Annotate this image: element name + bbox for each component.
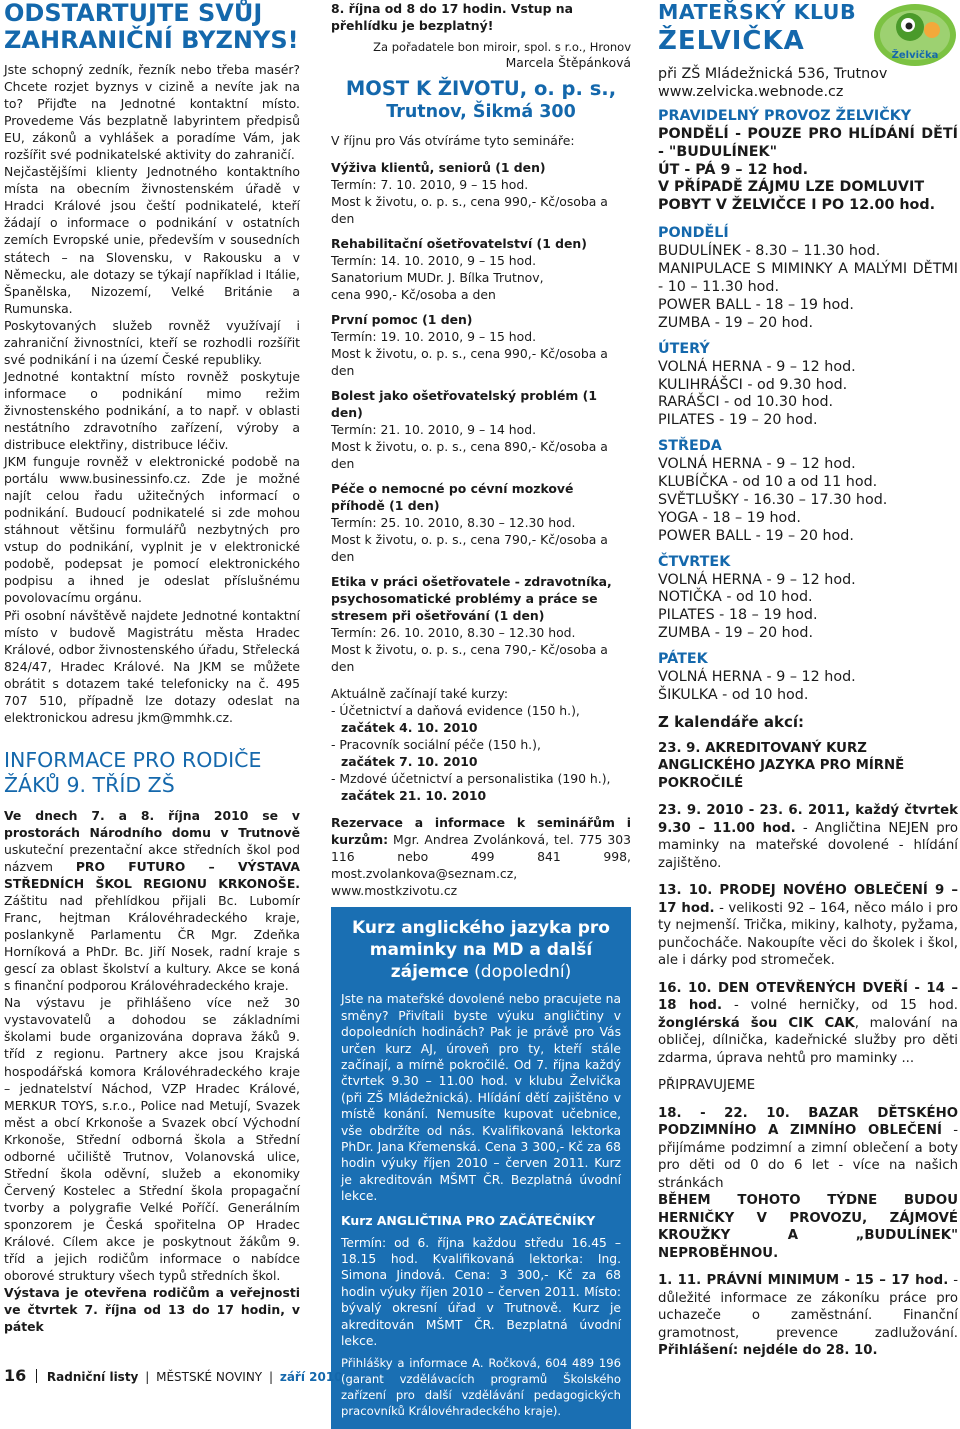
day-heading: ÚTERÝ: [658, 340, 710, 357]
lead-paragraph: [4, 807, 300, 995]
english-course-title: [341, 917, 621, 983]
lead-event-name: PRO FUTURO – VÝSTAVA STŘEDNÍCH ŠKOL REGIONU KRKONOŠE.: [4, 858, 301, 892]
english-course-title-note: (dopolední): [468, 962, 572, 983]
column-business: [4, 0, 300, 1335]
event-english-weekly: [658, 802, 958, 872]
seminar-term: Termín: 7. 10. 2010, 9 – 15 hod.: [331, 177, 529, 193]
course-contact: Přihlášky a informace A. Ročková, 604 489 196 (garant vzdělávacích programů Školského zařízení pro další vzdělávání pedagogických pracovníků Královéhradeckého kraje).: [341, 1356, 621, 1419]
paper-name: Radniční listy: [46, 1370, 139, 1384]
event-text: - důležité informace ze zákoníku práce pro uchazeče o zaměstnání. Finanční gramotnost, prevence zadlužování.: [658, 1273, 958, 1341]
seminar-item: [331, 573, 631, 675]
paragraph: Na výstavu je přihlášeno více než 30 vystavovatelů a dohodou se základními školami bude organizována doprava žáků 9. tříd z regionu. Partnery akce jsou Krajská hospodářská komora Královéhradeckého kraje – jednatelství Náchod, VZP Hradec Králové, MERKUR TOYS, s.r.o., Police nad Metují, Svazek měst a obcí Krkonoše a Svazek obcí Východní Krkonoše, Střední odborná škola a Střední odborné učiliště Trutnov, Volanovská ulice, Střední škola oděvní, služeb a ekonomiky Červený Kostelec a Střední škola propagační tvorby a polygrafie Velké Poříčí. Generálním sponzorem je Česká spořitelna OP Hradec Králové. Cílem akce je poskytnout žákům 9. tříd a jejich rodičům informace o nabídce oborové struktury všech typů středních škol.: [4, 995, 300, 1284]
seminar-intro: V říjnu pro Vás otvíráme tyto semináře:: [331, 133, 575, 149]
courses-heading: Aktuálně začínají také kurzy:: [331, 686, 509, 702]
reservation-info: [331, 814, 631, 899]
activity: BUDULÍNEK - 8.30 – 11.30 hod.: [658, 243, 881, 260]
article-title-business: ODSTARTUJTE SVŮJ ZAHRANIČNÍ BYZNYS!: [4, 0, 299, 54]
event-clothes-sale: [658, 882, 958, 970]
regular-hours-heading: PRAVIDELNÝ PROVOZ ŽELVIČKY: [658, 107, 912, 124]
seminar-item: [331, 159, 631, 227]
seminar-name: Péče o nemocné po cévní mozkové příhodě (1 den): [331, 481, 574, 514]
activity: SVĚTLUŠKY - 16.30 – 17.30 hod.: [658, 491, 888, 508]
course-name: - Pracovník sociální péče (150 h.),: [331, 737, 541, 753]
event-legal-minimum: [658, 1272, 958, 1360]
org-title: MOST K ŽIVOTU, o. p. s.,: [345, 77, 617, 101]
club-address: při ZŠ Mládežnická 536, Trutnov: [658, 66, 888, 82]
event-date: 1. 11. PRÁVNÍ MINIMUM - 15 – 17 hod.: [658, 1273, 949, 1289]
seminar-item: [331, 235, 631, 303]
activity: PILATES - 18 – 19 hod.: [658, 607, 818, 624]
day-heading: PONDĚLÍ: [658, 225, 729, 242]
page-number: 16: [4, 1366, 27, 1385]
reservation-contact: Mgr. Andrea Zvolánková, tel. 775 303 116 nebo 499 841 998, most.zvolankova@seznam.cz, www.mostkzivotu.cz: [331, 832, 631, 899]
column-seminars: [331, 0, 631, 1429]
seminar-place: Most k životu, o. p. s., cena 790,- Kč/osoba a den: [331, 532, 608, 565]
event-text: - Angličtina NEJEN pro maminky na mateřské dovolené - hlídání zajištěno.: [658, 820, 958, 871]
activity: VOLNÁ HERNA - 9 – 12 hod.: [658, 571, 856, 588]
seminar-place: Most k životu, o. p. s., cena 890,- Kč/osoba a den: [331, 439, 608, 472]
activity: KLUBÍČKA - od 10 a od 11 hod.: [658, 474, 878, 491]
lead-text: uskuteční prezentační akce středních škol pod názvem: [4, 841, 300, 874]
event-date: 18. - 22. 10. BAZAR DĚTSKÉHO PODZIMNÍHO A ZIMNÍHO OBLEČENÍ: [658, 1105, 958, 1139]
event-date: 16. 10. DEN OTEVŘENÝCH DVEŘÍ - 14 – 18 hod.: [658, 980, 958, 1014]
activity: VOLNÁ HERNA - 9 – 12 hod.: [658, 358, 856, 375]
paragraph: Při osobní návštěvě najdete Jednotné kontaktní místo v budově Magistrátu města Hradec Králové, odbor živnostenského úřadu, Střelecká 824/47, Hradec Králové. Na JKM se můžete obrátit s dotazem také telefonicky na č. 495 707 510, případně lze dotazy odeslat na elektronickou adresu jkm@mmhk.cz.: [4, 607, 301, 725]
intro-paragraph: Jste schopný zedník, řezník nebo třeba masér? Chcete rozjet byznys v cizině a nevíte jak na to? Přijďte na Jednotné kontaktní místo. Provedeme Vás bezplatně labyrintem předpisů EU, zákonů a vyhlášek a poradíme Vám, jak rozšířit své podnikatelské aktivity do zahraničí.: [4, 62, 300, 163]
paragraph: JKM funguje rovněž v elektronické podobě na portálu www.businessinfo.cz. Zde je možné najít celou řadu užitečných informací o podnikání. Budoucí podnikatelé si zde mohou stáhnout většinu formulářů nezbytných pro vstup do podnikání, vyplnit je v elektronické podobě, podepsat je pomocí elektronického podpisu a ihned je odeslat příslušnému povolovacímu orgánu.: [4, 454, 300, 606]
activity: MANIPULACE S MIMINKY A MALÝMI DĚTMI - 10 – 11.30 hod.: [658, 261, 958, 295]
lead-end: Záštitu nad přehlídkou přijali Bc. Lubomír Franc, hejtman Královéhradeckého kraje, poslankyně Parlamentu ČR Mgr. Zdeňka Horníková a PhDr. Bc. Jiří Nosek, radní kraje s gescí za oblast školství a kultury. Akce se koná s finanční podporou Královéhradeckého kraje.: [4, 893, 300, 994]
column-club: [658, 0, 958, 1360]
english-course-text: Jste na mateřské dovolené nebo pracujete na směny? Přivítali byste výuku angličtiny v dopoledních hodinách? Pak je právě pro Vás určen kurz AJ, úroveň pro ty, kteří stále začínají, a mírně pokročilé. Od 7. října každý čtvrtek 9.30 – 11.00 hod. v klubu Želvička (při ZŠ Mládežnická). Hlídání dětí zajištěno v místě konání. Nemusíte kupovat učebnice, vše obdržíte od nás. Kvalifikovaná lektorka PhDr. Jana Křemenská. Cena 3 300,- Kč za 68 hodin výuky říjen 2010 – červen 2011. Kurz je akreditován MŠMT ČR. Bezplatná úvodní lekce.: [341, 992, 621, 1204]
event-date: 23. 9. 2010 - 23. 6. 2011, každý čtvrtek 9.30 – 11.00 hod.: [658, 803, 958, 836]
signature-org: Za pořadatele bon miroir, spol. s r.o., Hronov: [373, 40, 631, 55]
issue-date: září 2010: [279, 1370, 343, 1384]
event-english-course: 23. 9. AKREDITOVANÝ KURZ ANGLICKÉHO JAZYKA PRO MÍRNĚ POKROČILÉ: [658, 740, 905, 791]
regular-hours-weekday: ÚT - PÁ 9 – 12 hod.: [658, 161, 809, 178]
logo-text: Želvička: [891, 50, 939, 61]
activity: ZUMBA - 19 – 20 hod.: [658, 314, 814, 331]
continued-text: 8. října od 8 do 17 hodin. Vstup na přehlídku je bezplatný!: [331, 1, 573, 34]
event-highlight: žonglérská šou CIK CAK: [658, 1015, 855, 1031]
activity: PILATES - 19 – 20 hod.: [658, 412, 818, 429]
paragraph: Poskytovaných služeb rovněž využívají i zahraniční živnostníci, kteří se rozhodli rozšířit své podnikání i na území České republiky.: [4, 317, 300, 367]
activity: KULIHRÁŠCI - od 9.30 hod.: [658, 376, 848, 393]
turtle-logo-icon: [872, 2, 958, 68]
seminar-price: cena 990,- Kč/osoba a den: [331, 287, 496, 303]
event-notice: BĚHEM TOHOTO TÝDNE BUDOU HERNIČKY V PROVOZU, ZÁJMOVÉ KROUŽKY A „BUDULÍNEK" NEPROBĚHNOU.: [658, 1193, 958, 1261]
activity: VOLNÁ HERNA - 9 – 12 hod.: [658, 669, 856, 686]
english-course-box: [331, 907, 631, 1429]
seminar-item: [331, 387, 631, 472]
activity: ŠIKULKA - od 10 hod.: [658, 687, 809, 703]
seminar-term: Termín: 25. 10. 2010, 8.30 – 12.30 hod.: [331, 515, 576, 531]
seminar-item: [331, 311, 631, 379]
activity: YOGA - 18 – 19 hod.: [658, 509, 801, 526]
english-course-title-bold: Kurz anglického jazyka pro maminky na MD a další zájemce: [352, 918, 610, 983]
seminar-term: Termín: 21. 10. 2010, 9 – 14 hod.: [331, 422, 537, 438]
lead-bold: Ve dnech 7. a 8. října 2010 se v prostorách Národního domu v Trutnově: [4, 807, 300, 840]
course-name: - Účetnictví a daňová evidence (150 h.),: [331, 703, 580, 719]
schedule-day-wednesday: [658, 438, 958, 545]
paragraph: Jednotné kontaktní místo rovněž poskytuje informace o podnikání mimo režim živnostenského podnikání, a to např. v oblasti nestátního zdravotního zařízení, výroby a distribuce elektřiny, distribuce léčiv.: [4, 368, 300, 453]
seminar-term: Termín: 26. 10. 2010, 8.30 – 12.30 hod.: [331, 625, 576, 641]
event-text: - velikosti 92 – 164, něco málo i pro ty nejmenší. Trička, mikiny, kalhoty, pyžama, punčocháče. Nakoupíte věci do školek i škol, ale i dárky pod stromeček.: [658, 900, 959, 969]
schedule-day-friday: [658, 651, 958, 705]
course-start: začátek 21. 10. 2010: [341, 788, 487, 804]
seminar-place: Most k životu, o. p. s., cena 990,- Kč/osoba a den: [331, 194, 608, 227]
regular-hours-extra: V PŘÍPADĚ ZÁJMU LZE DOMLUVIT POBYT V ŽELVIČCE I PO 12.00 hod.: [658, 179, 936, 214]
club-title-line1: MATEŘSKÝ KLUB: [658, 0, 857, 24]
seminar-term: Termín: 19. 10. 2010, 9 – 15 hod.: [331, 329, 537, 345]
course-name: - Mzdové účetnictví a personalistika (190 h.),: [331, 771, 611, 787]
seminar-place: Most k životu, o. p. s., cena 790,- Kč/osoba a den: [331, 642, 608, 675]
reservation-label: Rezervace a informace k seminářům i kurzům:: [331, 815, 631, 848]
seminar-item: [331, 480, 631, 565]
beginner-course-title: Kurz ANGLIČTINA PRO ZAČÁTEČNÍKY: [341, 1212, 596, 1228]
seminar-name: První pomoc (1 den): [331, 312, 473, 328]
zelvicka-logo: [872, 2, 958, 68]
course-start: začátek 7. 10. 2010: [341, 754, 478, 770]
seminar-name: Rehabilitační ošetřovatelství (1 den): [331, 236, 587, 252]
article-title-parents: INFORMACE PRO RODIČE ŽÁKŮ 9. TŘÍD ZŠ: [4, 747, 262, 798]
calendar-heading: Z kalendáře akcí:: [658, 712, 804, 731]
event-bazaar: [658, 1105, 958, 1193]
club-title-line2: ŽELVIČKA: [658, 26, 805, 56]
day-heading: PÁTEK: [658, 651, 708, 668]
schedule-day-thursday: [658, 554, 958, 644]
org-address: Trutnov, Šikmá 300: [386, 102, 576, 123]
page-footer: 16 Radniční listy | MĚSTSKÉ NOVINY | září 2010: [4, 1366, 343, 1385]
event-open-day: [658, 980, 958, 1068]
beginner-course-text: Termín: od 6. října každou středu 16.45 – 18.15 hod. Kvalifikovaná lektorka: Ing. Simona Jindová. Cena: 3 300,- Kč za 68 hodin výuky říjen 2010 – červen 2011. Místo: bývalý okresní úřad v Trutnově. Kurz je akreditován MŠMT ČR. Bezplatná úvodní lekce.: [341, 1235, 621, 1349]
day-heading: STŘEDA: [658, 438, 722, 455]
seminar-name: Výživa klientů, seniorů (1 den): [331, 160, 546, 176]
activity: NOTIČKA - od 10 hod.: [658, 589, 813, 606]
activity: ZUMBA - 19 – 20 hod.: [658, 625, 814, 642]
activity: POWER BALL - 18 – 19 hod.: [658, 296, 854, 313]
seminar-name: Etika v práci ošetřovatele - zdravotníka, psychosomatické problémy a práce se stresem při ošetřování (1 den): [331, 574, 612, 624]
event-text: - volné herničky, od 15 hod.: [722, 998, 958, 1014]
seminar-place: Sanatorium MUDr. J. Bílka Trutnov,: [331, 270, 544, 286]
course-start: začátek 4. 10. 2010: [341, 720, 478, 736]
seminar-place: Most k životu, o. p. s., cena 990,- Kč/osoba a den: [331, 346, 608, 379]
seminar-name: Bolest jako ošetřovatelský problém (1 den): [331, 388, 597, 421]
schedule-day-tuesday: [658, 341, 958, 431]
paragraph: Nejčastějšími klienty Jednotného kontaktního místa na obecním živnostenském úřadě v Hradci Králové jsou čeští podnikatelé, kteří žádají o informace o podnikání v ostatních zemích Evropské unie, především v sousedních státech – na Slovensku, v Rakousku a v Německu, ale dotazy se týkají například i Itálie, Španělska, Nizozemí, Velké Británie a Rumunska.: [4, 164, 300, 316]
paper-section: MĚSTSKÉ NOVINY: [156, 1370, 263, 1384]
club-website[interactable]: www.zelvicka.webnode.cz: [658, 83, 844, 100]
schedule-day-monday: [658, 225, 958, 332]
event-text: - přijímáme podzimní a zimní oblečení a boty pro děti od 0 do 6 let - více na našich stránkách: [658, 1123, 958, 1191]
event-text: , malování na obličej, dílnička, kadeřnické služby pro děti zdarma, úprava nehtů pro maminky ...: [658, 1015, 958, 1066]
event-deadline: Přihlášení: nejdéle do 28. 10.: [658, 1343, 878, 1359]
activity: POWER BALL - 19 – 20 hod.: [658, 527, 854, 544]
paragraph-opening: Výstava je otevřena rodičům a veřejnosti ve čtvrtek 7. října od 13 do 17 hodin, v pátek: [4, 1285, 300, 1335]
day-heading: ČTVRTEK: [658, 553, 731, 570]
signature-name: Marcela Štěpánková: [505, 55, 631, 71]
activity: RARÁŠCI - od 10.30 hod.: [658, 394, 834, 411]
event-date: 13. 10. PRODEJ NOVÉHO OBLEČENÍ 9 – 17 hod.: [658, 883, 958, 916]
activity: VOLNÁ HERNA - 9 – 12 hod.: [658, 456, 856, 473]
preparing-heading: PŘIPRAVUJEME: [658, 1078, 756, 1094]
seminar-term: Termín: 14. 10. 2010, 9 – 15 hod.: [331, 253, 537, 269]
regular-hours-monday: PONDĚLÍ - POUZE PRO HLÍDÁNÍ DĚTÍ - "BUDULÍNEK": [658, 125, 958, 160]
